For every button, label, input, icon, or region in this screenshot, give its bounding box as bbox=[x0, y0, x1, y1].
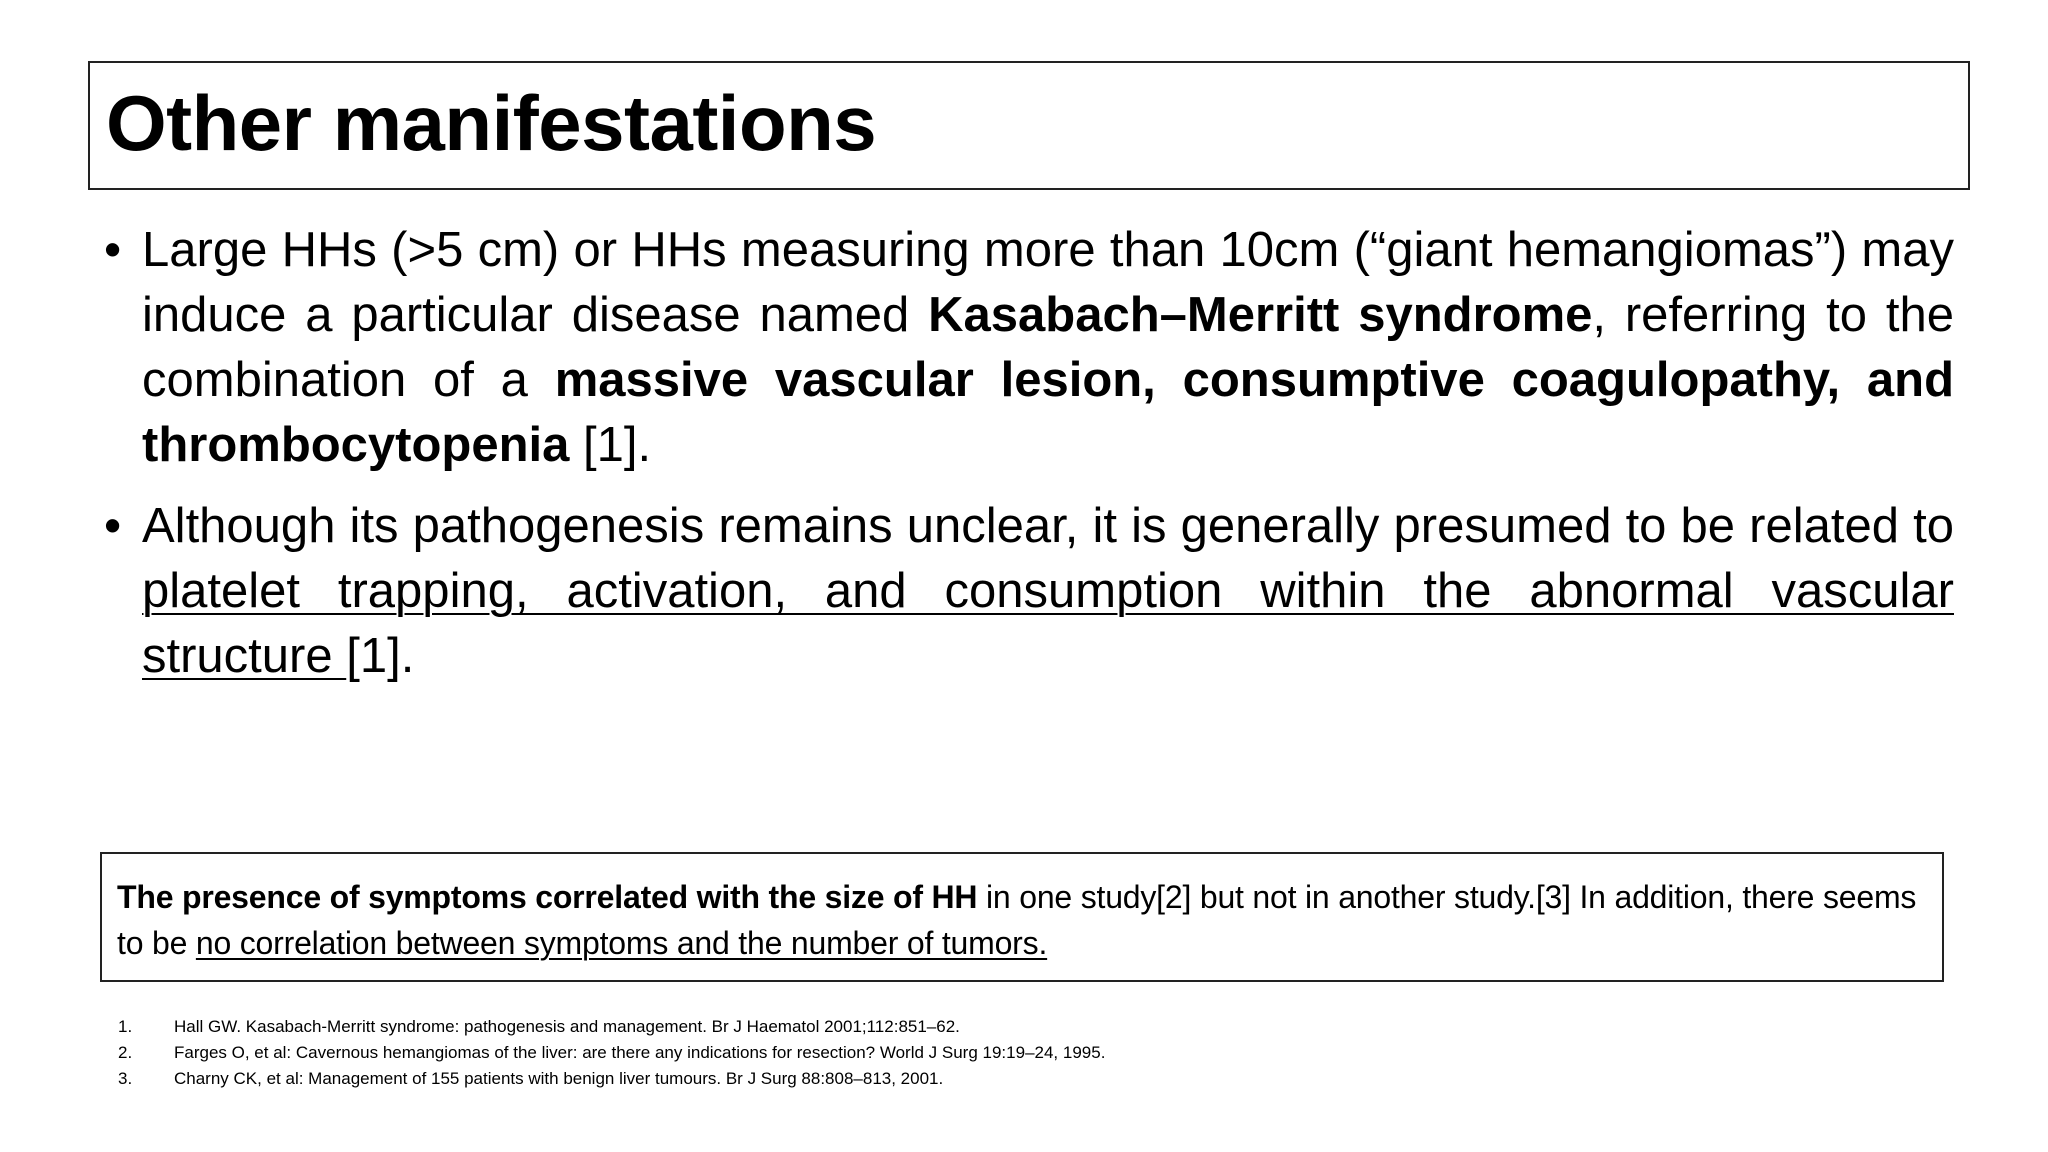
bullet-dot: • bbox=[104, 223, 122, 277]
reference-item bbox=[118, 1014, 1518, 1040]
reference-item bbox=[118, 1066, 1518, 1092]
bullet-text: Although its pathogenesis remains unclear, it is generally presumed to be related to bbox=[142, 499, 1954, 553]
bullet-dot: • bbox=[104, 499, 122, 553]
reference-text: Charny CK, et al: Management of 155 patients with benign liver tumours. Br J Surg 88:808–813, 2001. bbox=[174, 1069, 944, 1088]
citation: [1]. bbox=[569, 418, 652, 472]
note-underlined: no correlation between symptoms and the number of tumors. bbox=[195, 925, 1048, 961]
bullet-item bbox=[104, 494, 1954, 689]
bullet-text: , referring to the combination of a bbox=[142, 288, 1954, 407]
bullet-item bbox=[104, 218, 1954, 478]
reference-text: Farges O, et al: Cavernous hemangiomas of the liver: are there any indications for resection? World J Surg 19:19–24, 1995. bbox=[174, 1043, 1106, 1062]
bullet-text: Large HHs (>5 cm) or HHs measuring more than 10cm (“giant hemangiomas”) may induce a particular disease named bbox=[142, 223, 1954, 342]
syndrome-name: Kasabach–Merritt syndrome bbox=[928, 288, 1593, 342]
reference-list bbox=[118, 1014, 1518, 1092]
reference-number: 3. bbox=[118, 1069, 133, 1088]
note-text bbox=[117, 874, 1931, 966]
reference-number: 1. bbox=[118, 1017, 133, 1036]
citation: [1]. bbox=[346, 629, 415, 683]
bullet-list bbox=[104, 218, 1954, 705]
syndrome-triad: massive vascular lesion, consumptive coagulopathy, and thrombocytopenia bbox=[142, 353, 1955, 472]
note-box bbox=[100, 852, 1944, 982]
slide-title: Other manifestations bbox=[106, 79, 877, 167]
reference-number: 2. bbox=[118, 1043, 133, 1062]
note-plain: in one study[2] but not in another study.[3] In addition, there seems to be bbox=[117, 879, 1917, 961]
title-box bbox=[88, 61, 1970, 190]
reference-item bbox=[118, 1040, 1518, 1066]
note-bold: The presence of symptoms correlated with the size of HH bbox=[117, 879, 978, 915]
pathogenesis-underlined: platelet trapping, activation, and consumption within the abnormal vascular structure bbox=[142, 564, 1954, 683]
reference-text: Hall GW. Kasabach-Merritt syndrome: pathogenesis and management. Br J Haematol 2001;112:851–62. bbox=[174, 1017, 960, 1036]
